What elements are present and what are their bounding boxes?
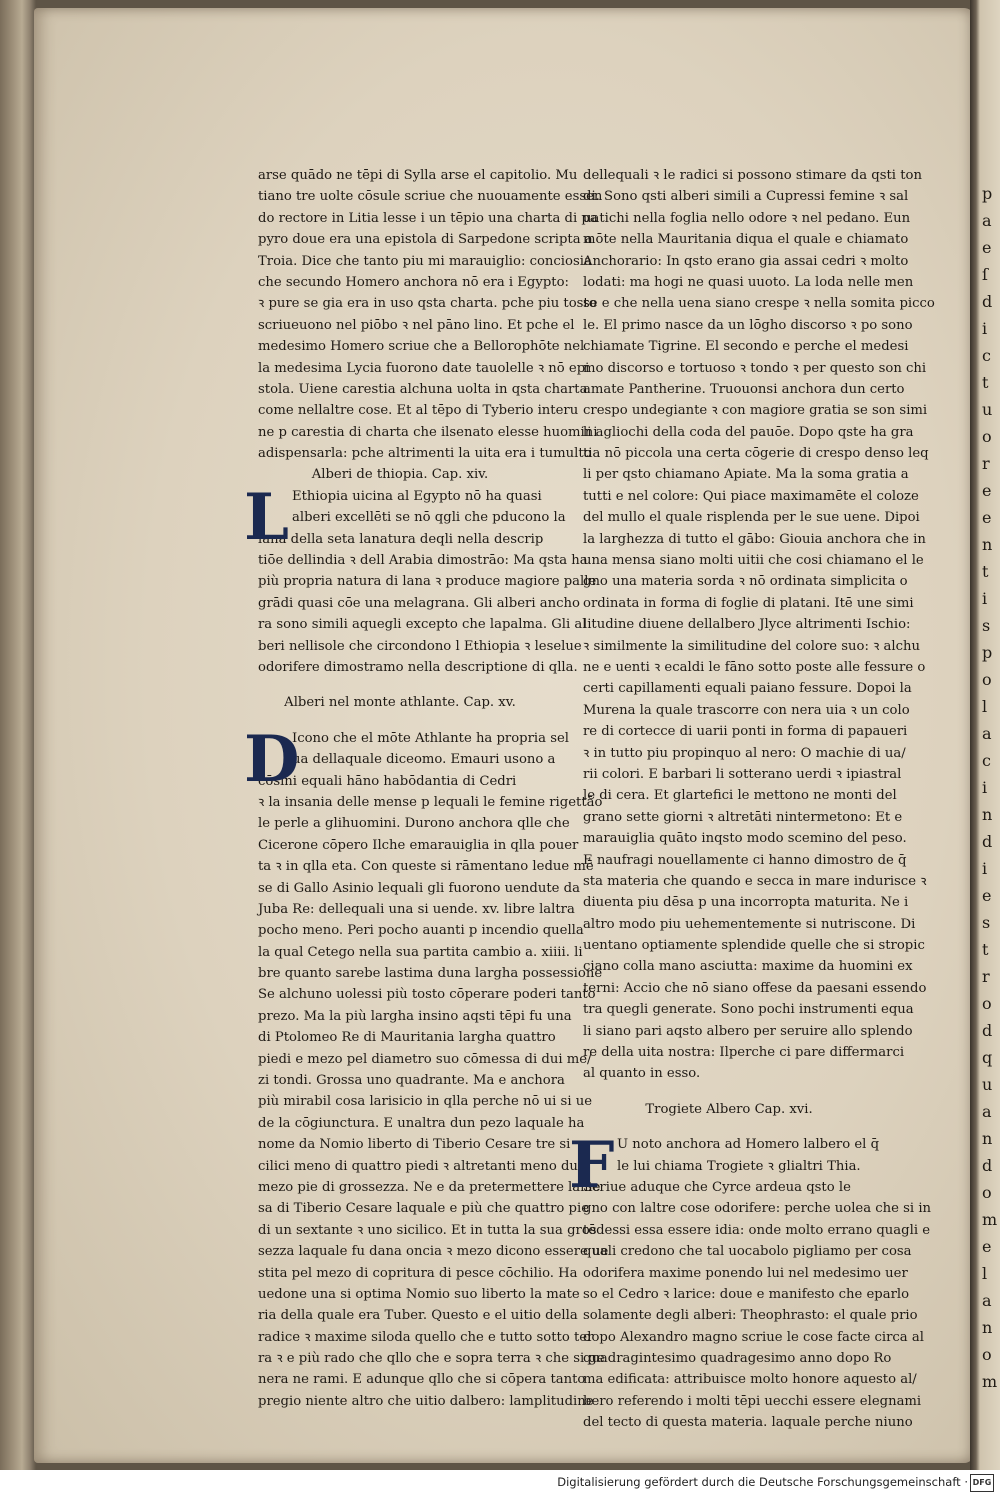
text-line: Troia. Dice che tanto piu mi marauiglio: conciosia [258, 253, 592, 269]
text-line: uatichi nella foglia nello odore ꝛ nel pedano. Eun [583, 210, 911, 226]
text-line: diuenta piu dēsa p una incorropta maturita. Ne i [583, 895, 909, 911]
digitization-footer [0, 1470, 1000, 1496]
facing-page-glyph: m [982, 1372, 997, 1391]
text-line: ꝛ la insania delle mense p lequali le femine rigettāo [258, 794, 603, 810]
chapter-xiv-paragraph [244, 479, 597, 679]
text-line: di. Sono qsti alberi simili a Cupressi femine ꝛ sal [583, 189, 909, 205]
facing-page-text [982, 180, 1000, 1391]
text-line: Icono che el mōte Athlante ha propria sel [292, 730, 569, 746]
text-line: crespo undegiante ꝛ con magiore gratia se son simi [583, 403, 928, 419]
text-line: ta ꝛ in qlla eta. Con queste si rāmentano ledue mē [258, 859, 594, 875]
facing-page-glyph: m [982, 1210, 997, 1229]
text-line: ra ꝛ e più rado che qllo che e sopra terra ꝛ che si ge [258, 1351, 605, 1367]
text-line: tutti e nel colore: Qui piace maximamēte el coloze [583, 488, 919, 504]
text-line: ra sono simili aquegli excepto che lapalma. Gli al [258, 617, 587, 633]
text-line: quadragintesimo quadragesimo anno dopo Ro [583, 1351, 892, 1367]
facing-page-glyph: t [982, 562, 988, 581]
text-line: del tecto di questa materia. laquale perche niuno [583, 1415, 913, 1431]
facing-page-glyph: p [982, 643, 992, 662]
text-line: ua dellaquale diceomo. Emauri usono a [292, 752, 556, 768]
text-line: ne e uenti ꝛ ecaldi le fāno sotto poste alle fessure o [583, 659, 926, 675]
drop-capital-d: D [244, 721, 300, 797]
text-line: sa di Tiberio Cesare laquale e più che quattro pie [258, 1201, 590, 1217]
facing-page-glyph: n [982, 535, 992, 554]
text-line: dellequali ꝛ le radici si possono stimare da qsti ton [583, 168, 922, 183]
text-line: chiamate Tigrine. El secondo e perche el medesi [583, 339, 909, 355]
facing-page-glyph: e [982, 886, 991, 905]
facing-page-glyph: u [982, 400, 992, 419]
text-line: che secundo Homero anchora nō era i Egypto: [258, 274, 569, 290]
facing-page-glyph: l [982, 697, 987, 716]
text-line: amate Pantherine. Truouonsi anchora dun certo [583, 381, 905, 397]
facing-page-glyph: o [982, 1345, 991, 1364]
facing-page-glyph: i [982, 778, 987, 797]
text-line: mo discorso e tortuoso ꝛ tondo ꝛ per questo son chi [583, 360, 927, 376]
text-line: odorifere dimostramo nella descriptione di qlla. [258, 659, 578, 675]
text-line: terni: Accio che nō siano offese da paesani essendo [583, 980, 927, 996]
text-line: mōte nella Mauritania diqua el quale e chiamato [583, 232, 909, 248]
text-line: pregio niente altro che uitio dalbero: lamplitudine [258, 1393, 594, 1409]
text-line: mezo pie di grossezza. Ne e da pretermettere lame [258, 1179, 601, 1195]
text-line: una mensa siano molti uitii che cosi chiamano el le [583, 553, 924, 569]
text-line: se di Gallo Asinio lequali gli fuorono uendute da [258, 880, 580, 896]
text-line: ꝛ pure se gia era in uso qsta charta. pche piu tosto [258, 296, 597, 312]
facing-page-glyph: e [982, 508, 991, 527]
text-line: piedi e mezo pel diametro suo cōmessa di dui me/ [258, 1051, 592, 1067]
text-line: so el Cedro ꝛ larice: doue e manifesto che eparlo [583, 1286, 910, 1302]
text-line: Murena la quale trascorre con nera uia ꝛ un colo [583, 702, 910, 718]
facing-page-glyph: t [982, 940, 988, 959]
facing-page-glyph: n [982, 1129, 992, 1148]
drop-capital-l: L [244, 479, 289, 555]
text-line: gno una materia sorda ꝛ nō ordinata simplicita o [583, 574, 908, 590]
text-line: re di cortecce di uarii ponti in forma di papaueri [583, 724, 908, 740]
text-line: li agliochi della coda del pauōe. Dopo qste ha gra [583, 424, 914, 440]
text-line: bero referendo i molti tēpi uecchi essere elegnami [583, 1393, 922, 1409]
text-line: altro modo piu uehementemente si nutriscone. Di [583, 916, 916, 932]
text-line: cōsini equali hāno habōdantia di Cedri [258, 773, 517, 789]
facing-page-glyph: n [982, 1318, 992, 1337]
text-line: bre quanto sarebe lastima duna largha possessione [258, 966, 603, 982]
facing-page-glyph: o [982, 994, 991, 1013]
text-line: stola. Uiene carestia alchuna uolta in qsta charta [258, 381, 588, 397]
text-line: Cicerone cōpero Ilche emarauiglia in qlla pouer [258, 837, 579, 853]
chapter-xvi-paragraph [569, 1128, 932, 1433]
text-line: tia nō piccola una certa cōgerie di crespo denso leq [583, 446, 929, 462]
facing-page-glyph: l [982, 1264, 987, 1283]
facing-page-glyph: a [982, 211, 991, 230]
facing-page-glyph: o [982, 1183, 991, 1202]
footer-credit: Digitalisierung gefördert durch die Deutsche Forschungsgemeinschaft · [557, 1475, 968, 1489]
text-line: sezza laquale fu dana oncia ꝛ mezo dicono essere ue [258, 1244, 609, 1260]
facing-page-glyph: e [982, 1237, 991, 1256]
text-line: do rectore in Litia lesse i un tēpio una charta di pa [258, 210, 598, 226]
facing-page-glyph: s [982, 913, 990, 932]
text-line: scriueuono nel piōbo ꝛ nel pāno lino. Et pche el [258, 317, 575, 333]
text-line: grano sette giorni ꝛ altretāti nintermetono: Et e [583, 809, 903, 825]
facing-page-glyph: e [982, 481, 991, 500]
text-line: adispensarla: pche altrimenti la uita era i tumulto [258, 446, 592, 462]
text-line: ma edificata: attribuisce molto honore aquesto al/ [583, 1372, 917, 1388]
text-line: la qual Cetego nella sua partita cambio a. xiiii. li [258, 944, 583, 960]
text-line: uedone una si optima Nomio suo liberto la mate [258, 1286, 580, 1302]
dfg-logo-icon[interactable]: DFG [970, 1474, 994, 1492]
text-line: pocho meno. Peri pocho auanti p incendio quella [258, 923, 584, 939]
facing-page-glyph: c [982, 346, 990, 365]
text-line: beri nellisole che circondono l Ethiopia ꝛ leselue [258, 638, 582, 654]
text-line: alberi excellēti se nō qgli che pducono la [292, 510, 566, 526]
text-line: ꝛ similmente la similitudine del colore suo: ꝛ alchu [583, 638, 920, 654]
facing-page-glyph: i [982, 859, 987, 878]
text-line: come nellaltre cose. Et al tēpo di Tyberio interu [258, 403, 579, 419]
right-intro [583, 165, 935, 1085]
right-column [569, 165, 935, 1434]
text-line: Scriue aduque che Cyrce ardeua qsto le [583, 1179, 851, 1195]
text-line: Ethiopia uicina al Egypto nō ha quasi [292, 488, 542, 504]
text-line: di un sextante ꝛ uno sicilico. Et in tutta la sua gros [258, 1222, 597, 1238]
text-line: dopo Alexandro magno scriue le cose facte circa al [583, 1329, 924, 1345]
facing-page-glyph: i [982, 319, 987, 338]
text-line: più mirabil cosa larisicio in qlla perche nō ui si ue [258, 1094, 593, 1110]
text-line: odorifera maxime ponendo lui nel medesimo uer [583, 1265, 908, 1281]
chapter-heading-xiv: Alberi de thiopia. Cap. xiv. [311, 467, 489, 483]
text-line: le perle a glihuomini. Durono anchora qlle che [258, 816, 570, 832]
text-line: uentano optiamente splendide quelle che si stropic [583, 938, 925, 954]
text-line: re della uita nostra: Ilperche ci pare differmarci [583, 1045, 905, 1061]
text-line: solamente degli alberi: Theophrasto: el quale prio [583, 1308, 918, 1324]
text-line: più propria natura di lana ꝛ produce magiore palle [258, 574, 597, 590]
text-line: tiano tre uolte cōsule scriue che nuouamente essen [258, 189, 603, 205]
text-line: gno con laltre cose odorifere: perche uolea che si in [583, 1201, 932, 1217]
facing-page-glyph: s [982, 616, 990, 635]
facing-page-glyph: ſ [982, 265, 987, 284]
facing-page-glyph: c [982, 751, 990, 770]
facing-page-glyph: n [982, 805, 992, 824]
facing-page-glyph: a [982, 724, 991, 743]
text-line: certi capillamenti equali paiano fessure. Dopoi la [583, 681, 912, 697]
text-line: litudine diuene dellalbero Jlyce altrimenti Ischio: [583, 617, 911, 633]
text-line: nome da Nomio liberto di Tiberio Cesare tre si [258, 1137, 571, 1153]
text-line: rii colori. E barbari li sotterano uerdi ꝛ ipiastral [583, 766, 902, 782]
text-line: sta materia che quando e secca in mare indurisce ꝛ [583, 873, 927, 889]
text-line: le lui chiama Trogiete ꝛ glialtri Thia. [617, 1158, 861, 1174]
text-line: radice ꝛ maxime siloda quello che e tutto sotto ter [258, 1329, 594, 1345]
text-line: marauiglia quāto inqsto modo scemino del peso. [583, 831, 907, 847]
text-line: li siano pari aqsto albero per seruire allo splendo [583, 1023, 913, 1039]
text-line: cilici meno di quattro piedi ꝛ altretanti meno dun [258, 1158, 587, 1174]
facing-page-glyph: o [982, 670, 991, 689]
drop-capital-f: F [569, 1128, 615, 1204]
text-line: ꝛ in tutto piu propinquo al nero: O machie di ua/ [583, 745, 906, 761]
facing-page-glyph: u [982, 1075, 992, 1094]
text-line: tra quegli generate. Sono pochi instrumenti equa [583, 1002, 914, 1018]
left-column [244, 165, 609, 1412]
left-intro [258, 165, 603, 464]
facing-page-glyph: d [982, 1021, 992, 1040]
text-line: la medesima Lycia fuorono date tauolelle ꝛ nō epi [258, 360, 590, 376]
text-line: tēdessi essa essere idia: onde molto errano quagli e [583, 1222, 931, 1238]
text-line: zi tondi. Grossa uno quadrante. Ma e anchora [258, 1073, 565, 1089]
text-line: lodati: ma hogi ne quasi uuoto. La loda nelle men [583, 274, 914, 290]
text-line: Juba Re: dellequali una si uende. xv. libre laltra [258, 901, 575, 917]
text-line: ria della quale era Tuber. Questo e el uitio della [258, 1308, 578, 1324]
text-line: stita pel mezo di copritura di pesce cōchilio. Ha [258, 1265, 578, 1281]
text-line: E naufragi nouellamente ci hanno dimostro de q̄ [583, 852, 907, 868]
text-line: ordinata in forma di foglie di platani. Itē une simi [583, 595, 914, 611]
facing-page-glyph: q [982, 1048, 992, 1067]
text-line: di Ptolomeo Re di Mauritania largha quattro [258, 1030, 556, 1046]
text-line: le. El primo nasce da un lōgho discorso ꝛ po sono [583, 317, 913, 333]
text-line: li per qsto chiamano Apiate. Ma la soma gratia a [583, 467, 909, 483]
facing-page-glyph: i [982, 589, 987, 608]
text-line: lana della seta lanatura deqli nella descrip [258, 531, 544, 547]
text-line: medesimo Homero scriue che a Bellorophōte nel [258, 339, 585, 355]
facing-page-glyph: d [982, 832, 992, 851]
facing-page-glyph: d [982, 292, 992, 311]
text-line: U noto anchora ad Homero lalbero el q̄ [617, 1137, 880, 1153]
facing-page-glyph: d [982, 1156, 992, 1175]
text-line: se e che nella uena siano crespe ꝛ nella somita picco [583, 296, 935, 312]
text-line: ne p carestia di charta che ilsenato elesse huomini [258, 424, 598, 440]
facing-page-glyph: t [982, 373, 988, 392]
text-line: de la cōgiunctura. E unaltra dun pezo laquale ha [258, 1115, 585, 1131]
facing-page-glyph: p [982, 184, 992, 203]
text-line: Se alchuno uolessi più tosto cōperare poderi tanto [258, 987, 596, 1003]
chapter-xv-paragraph [244, 721, 609, 1413]
facing-page-glyph: r [982, 454, 989, 473]
text-line: grādi quasi cōe una melagrana. Gli alberi ancho [258, 595, 580, 611]
facing-page-glyph: r [982, 967, 989, 986]
text-line: tiōe dellindia ꝛ dell Arabia dimostrāo: Ma qsta ha [258, 553, 588, 569]
text-line: prezo. Ma la più largha insino aqsti tēpi fu una [258, 1008, 572, 1024]
facing-page-glyph: e [982, 238, 991, 257]
text-line: pyro doue era una epistola di Sarpedone scripta a [258, 232, 593, 248]
text-line: arse quādo ne tēpi di Sylla arse el capitolio. Mu [258, 168, 578, 183]
chapter-heading-xv: Alberi nel monte athlante. Cap. xv. [284, 695, 516, 711]
facing-page-glyph: a [982, 1102, 991, 1121]
facing-page-glyph: a [982, 1291, 991, 1310]
text-line: ciano colla mano asciutta: maxime da huomini ex [583, 959, 913, 975]
text-line: quali credono che tal uocabolo pigliamo per cosa [583, 1244, 912, 1260]
text-line: nera ne rami. E adunque qllo che si cōpera tanto [258, 1372, 586, 1388]
text-line: del mullo el quale risplenda per le sue uene. Dipoi [583, 510, 920, 526]
text-line: la larghezza di tutto el gābo: Giouia anchora che in [583, 531, 926, 547]
chapter-heading-xvi: Trogiete Albero Cap. xvi. [645, 1101, 813, 1117]
facing-page-glyph: o [982, 427, 991, 446]
text-line: al quanto in esso. [583, 1066, 701, 1082]
text-line: le di cera. Et glartefici le mettono ne monti del [583, 788, 897, 804]
text-line: Anchorario: In qsto erano gia assai cedri ꝛ molto [583, 253, 909, 269]
